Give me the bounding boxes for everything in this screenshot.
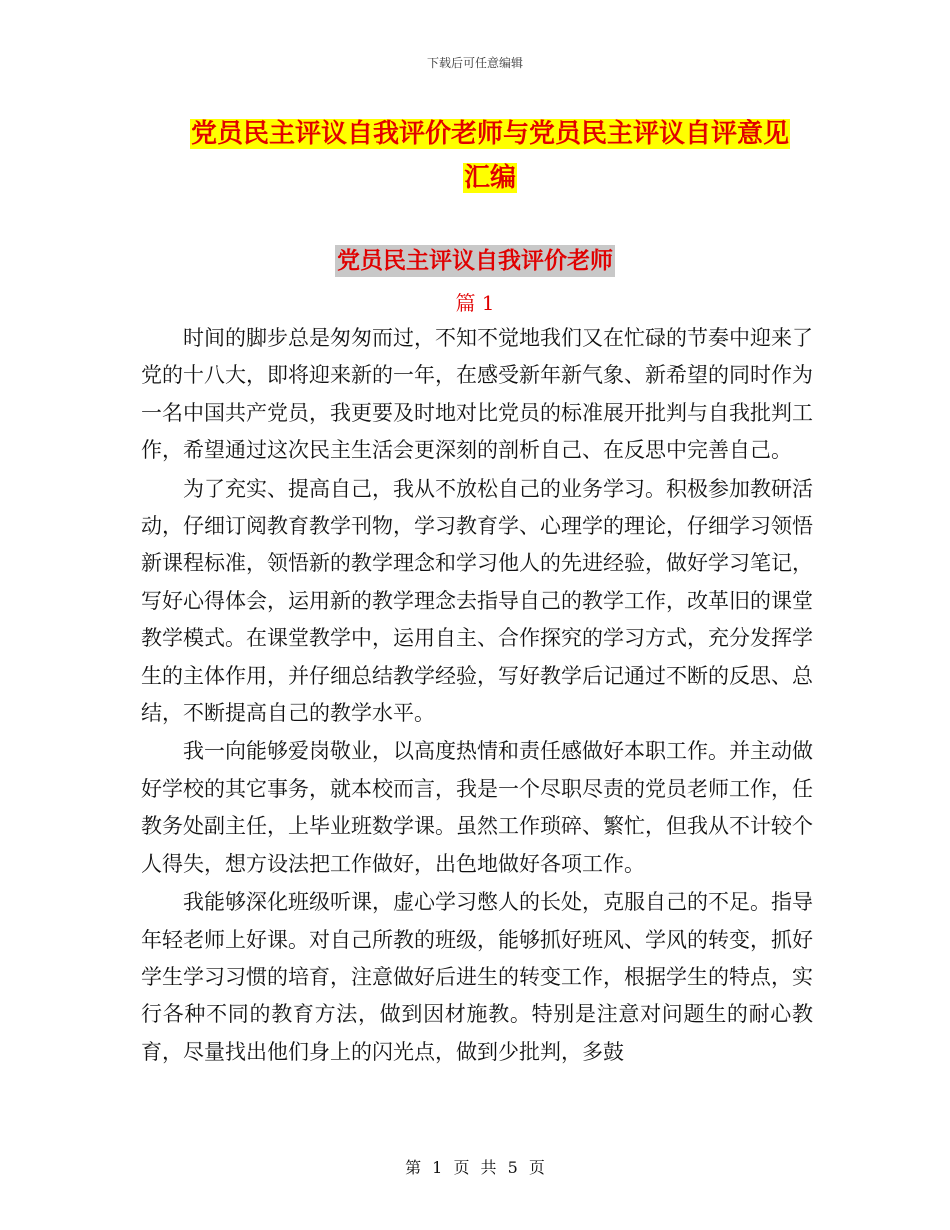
document-title	[140, 112, 840, 200]
title-line-2: 汇编	[463, 163, 516, 193]
chapter-label: 篇 1	[455, 291, 495, 315]
page-footer: 第 1 页 共 5 页	[405, 1158, 545, 1177]
title-line-1: 党员民主评议自我评价老师与党员民主评议自评意见	[190, 119, 789, 149]
paragraph: 为了充实、提高自己，我从不放松自己的业务学习。积极参加教研活动，仔细订阅教育教学刊物，学习教育学、心理学的理论，仔细学习领悟新课程标准，领悟新的教学理念和学习他人的先进经验，做好学习笔记，写好心得体会，运用新的教学理念去指导自己的教学工作，改革旧的课堂教学模式。在课堂教学中，运用自主、合作探究的学习方式，充分发挥学生的主体作用，并仔细总结教学经验，写好教学后记通过不断的反思、总结，不断提高自己的教学水平。	[141, 476, 813, 726]
paragraph: 我能够深化班级听课，虚心学习憋人的长处，克服自己的不足。指导年轻老师上好课。对自己所教的班级，能够抓好班风、学风的转变，抓好学生学习习惯的培育，注意做好后进生的转变工作，根据学生的特点，实行各种不同的教育方法，做到因材施教。特别是注意对问题生的耐心教育，尽量找出他们身上的闪光点，做到少批判，多鼓	[141, 890, 813, 1064]
paragraph: 我一向能够爱岗敬业，以高度热情和责任感做好本职工作。并主动做好学校的其它事务，就本校而言，我是一个尽职尽责的党员老师工作，任教务处副主任，上毕业班数学课。虽然工作琐碎、繁忙，但我从不计较个人得失，想方设法把工作做好，出色地做好各项工作。	[141, 739, 813, 876]
section-title-wrap	[0, 245, 950, 277]
header-note: 下载后可任意编辑	[426, 56, 523, 70]
section-title: 党员民主评议自我评价老师	[335, 245, 615, 277]
body-text	[141, 320, 813, 1071]
paragraph: 时间的脚步总是匆匆而过，不知不觉地我们又在忙碌的节奏中迎来了党的十八大，即将迎来新的一年，在感受新年新气象、新希望的同时作为一名中国共产党员，我更要及时地对比党员的标准展开批判与自我批判工作，希望通过这次民主生活会更深刻的剖析自己、在反思中完善自己。	[141, 326, 813, 463]
